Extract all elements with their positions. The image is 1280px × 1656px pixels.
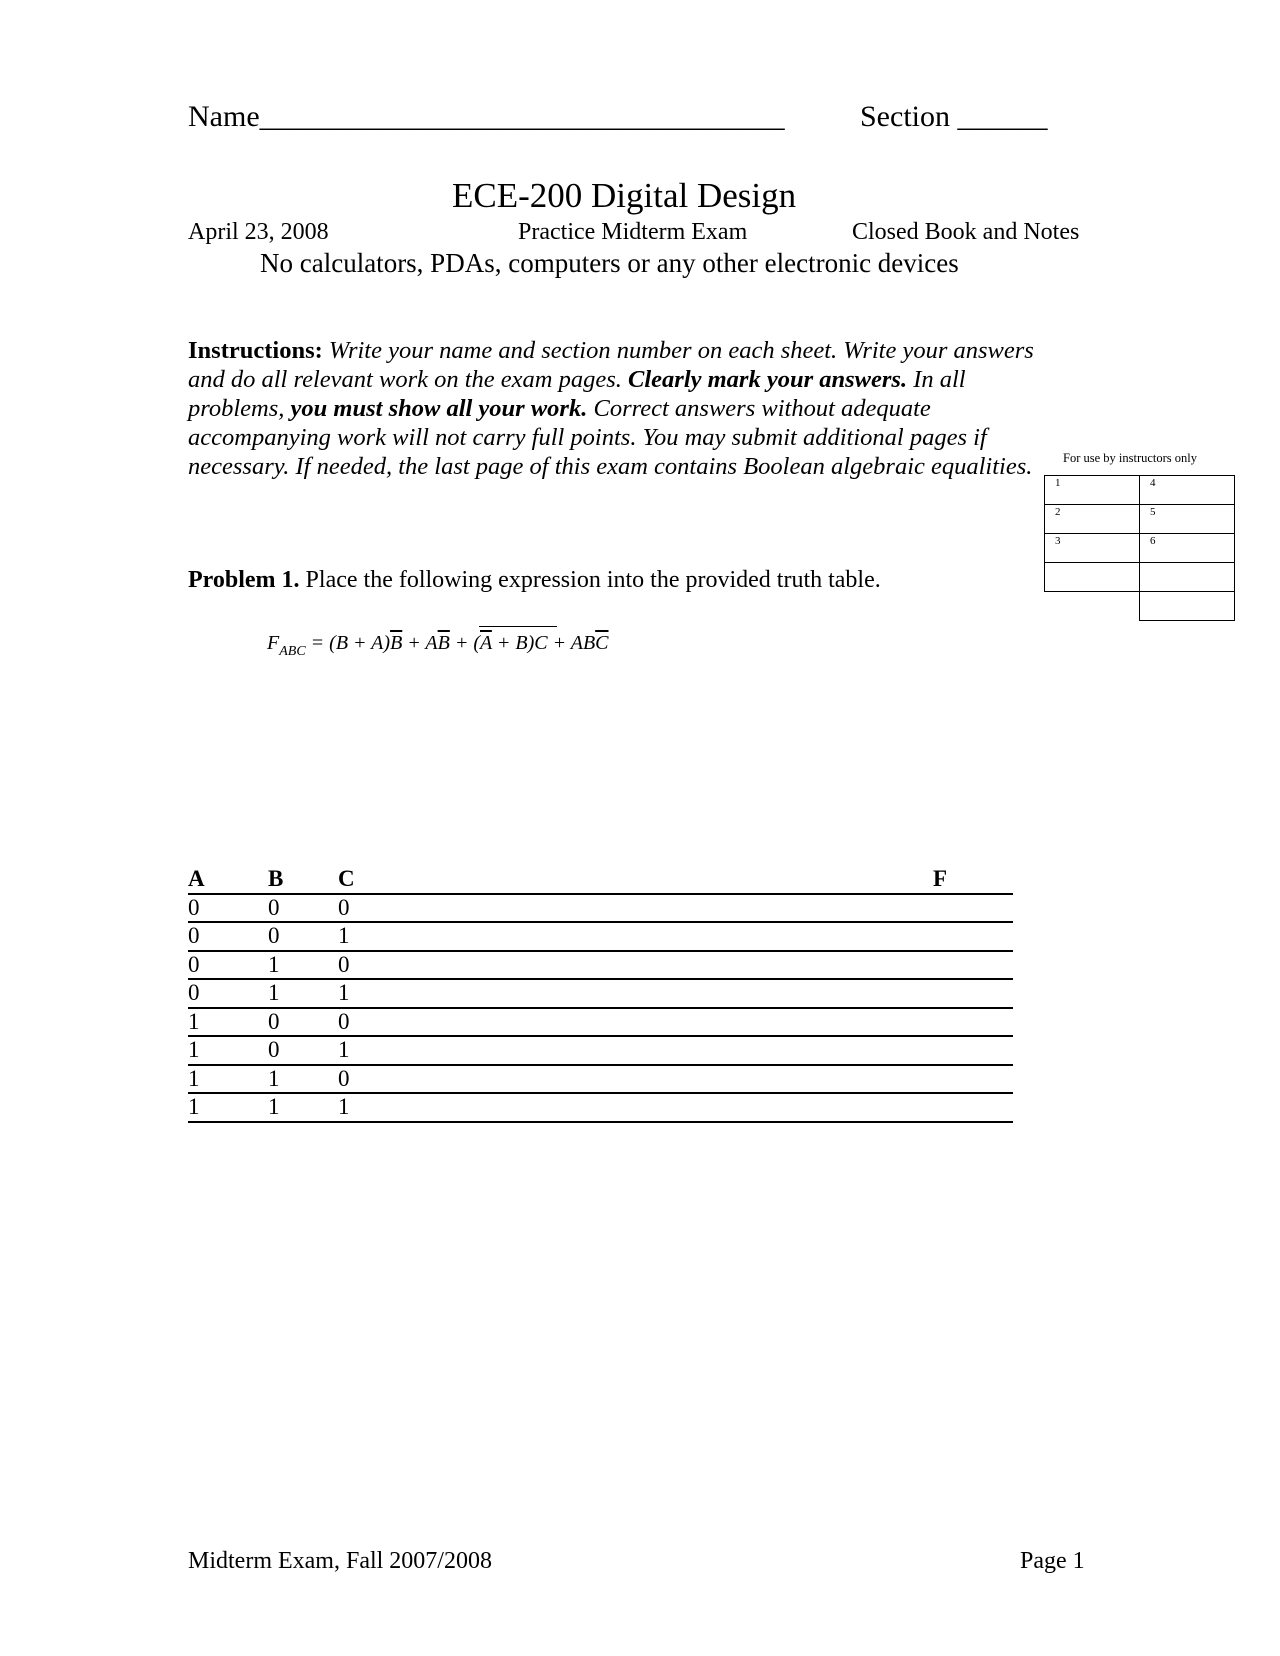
formula-part: + B)C + AB (491, 632, 596, 654)
cell-a: 1 (188, 1093, 268, 1122)
cell-c: 0 (338, 1008, 933, 1037)
grading-cell: 4 (1140, 476, 1235, 505)
table-row (188, 1036, 1013, 1065)
formula-group-overline (479, 626, 557, 627)
grading-cell: 3 (1045, 534, 1140, 563)
cell-c: 1 (338, 1093, 933, 1122)
grading-cell: 2 (1045, 505, 1140, 534)
formula-complement: $\overline{B}$ (390, 632, 403, 654)
grading-row (1045, 592, 1235, 621)
cell-a: 1 (188, 1036, 268, 1065)
footer-left: Midterm Exam, Fall 2007/2008 (188, 1548, 492, 1574)
cell-a: 0 (188, 951, 268, 980)
instructions-label: Instructions: (188, 337, 323, 364)
cell-a: 1 (188, 1008, 268, 1037)
cell-c: 0 (338, 894, 933, 923)
grading-cell: 5 (1140, 505, 1235, 534)
cell-b: 1 (268, 1093, 338, 1122)
cell-b: 1 (268, 1065, 338, 1094)
grading-table (1044, 475, 1235, 621)
truth-table (188, 866, 1013, 1123)
cell-c: 0 (338, 1065, 933, 1094)
header-a: A (188, 866, 268, 894)
cell-f[interactable] (933, 1008, 1013, 1037)
formula-part: + A (402, 632, 438, 654)
cell-a: 0 (188, 894, 268, 923)
grading-row (1045, 505, 1235, 534)
cell-f[interactable] (933, 922, 1013, 951)
grading-cell (1045, 563, 1140, 592)
problem-1-label: Problem 1. (188, 567, 300, 593)
formula-subscript: ABC (279, 644, 306, 659)
instructions-text-3: Correct answers without adequate accompanying work will not carry full points. You may submit additional pages if necessary. If needed, the last page of this exam contains Boolean algebraic equalities. (188, 395, 1033, 480)
device-notice: No calculators, PDAs, computers or any other electronic devices (260, 248, 959, 278)
cell-a: 1 (188, 1065, 268, 1094)
cell-b: 1 (268, 951, 338, 980)
exam-policy: Closed Book and Notes (852, 219, 1080, 245)
instructions-block (188, 336, 1068, 481)
page-number: Page 1 (1020, 1548, 1085, 1574)
formula-complement: $\overline{B}$ (437, 632, 450, 654)
formula-complement: $\overline{C}$ (595, 632, 609, 654)
boolean-expression (267, 632, 609, 660)
exam-type: Practice Midterm Exam (518, 219, 748, 245)
grading-cell (1140, 592, 1235, 621)
instructions-text-2: In all problems, (188, 366, 966, 422)
cell-c: 1 (338, 922, 933, 951)
cell-b: 0 (268, 894, 338, 923)
problem-1 (188, 567, 881, 594)
header-c: C (338, 866, 933, 894)
table-row (188, 979, 1013, 1008)
name-field-line: Name___________________________________ (188, 100, 785, 133)
header-b: B (268, 866, 338, 894)
table-row (188, 1008, 1013, 1037)
table-row (188, 894, 1013, 923)
grading-row (1045, 534, 1235, 563)
cell-c: 1 (338, 979, 933, 1008)
grading-cell (1140, 563, 1235, 592)
truth-table-header (188, 866, 1013, 894)
grading-row (1045, 476, 1235, 505)
grading-row (1045, 563, 1235, 592)
grading-cell-empty (1045, 592, 1140, 621)
instructions-text-1: Write your name and section number on each sheet. Write your answers and do all relevant work on the exam pages. (188, 337, 1034, 393)
grading-label: For use by instructors only (1063, 451, 1198, 465)
cell-f[interactable] (933, 1036, 1013, 1065)
table-row (188, 1065, 1013, 1094)
exam-title: ECE-200 Digital Design (452, 176, 797, 215)
table-row (188, 1093, 1013, 1122)
formula-f: F (267, 632, 280, 654)
formula-part: = (B + A) (305, 632, 391, 654)
cell-b: 1 (268, 979, 338, 1008)
exam-date: April 23, 2008 (188, 219, 329, 245)
formula-complement: $\overline{A}$ (480, 632, 492, 654)
table-row (188, 951, 1013, 980)
cell-c: 0 (338, 951, 933, 980)
cell-f[interactable] (933, 1065, 1013, 1094)
header-f: F (933, 866, 1013, 894)
cell-f[interactable] (933, 894, 1013, 923)
instructions-emphasis-1: Clearly mark your answers. (628, 366, 908, 393)
table-row (188, 922, 1013, 951)
grading-cell: 1 (1045, 476, 1140, 505)
cell-f[interactable] (933, 1093, 1013, 1122)
problem-1-text: Place the following expression into the provided truth table. (299, 567, 881, 593)
cell-f[interactable] (933, 979, 1013, 1008)
cell-a: 0 (188, 979, 268, 1008)
cell-c: 1 (338, 1036, 933, 1065)
formula-part: + ( (449, 632, 481, 654)
cell-a: 0 (188, 922, 268, 951)
cell-b: 0 (268, 1036, 338, 1065)
cell-f[interactable] (933, 951, 1013, 980)
instructions-emphasis-2: you must show all your work. (290, 395, 588, 422)
cell-b: 0 (268, 1008, 338, 1037)
section-field-line: Section ______ (860, 100, 1048, 133)
grading-cell: 6 (1140, 534, 1235, 563)
cell-b: 0 (268, 922, 338, 951)
